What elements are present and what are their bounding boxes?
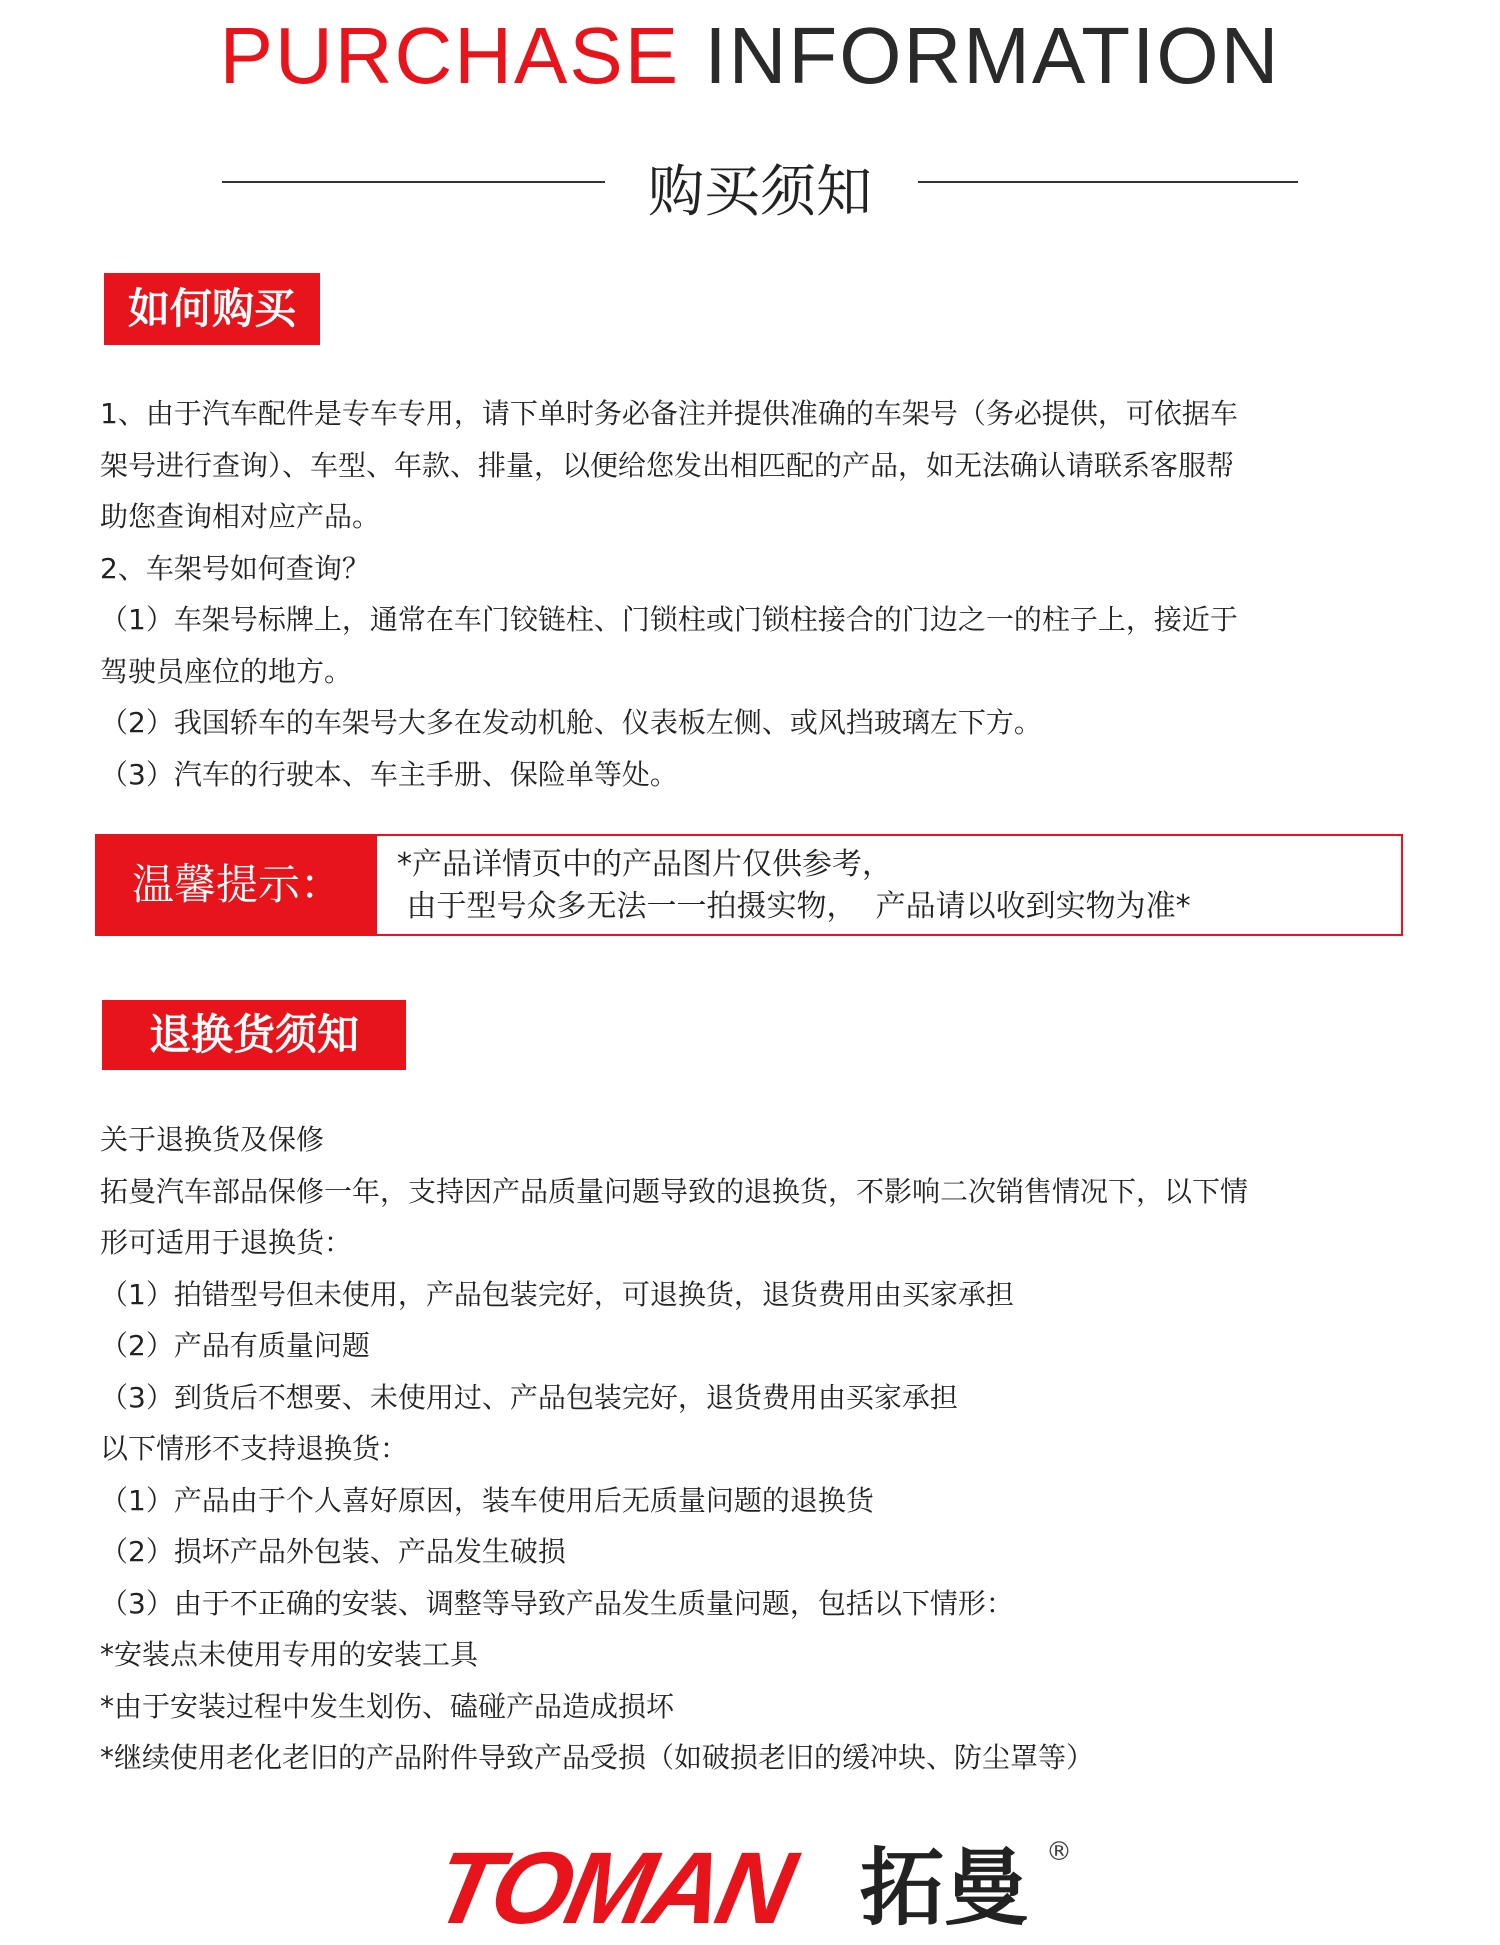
title-purchase: PURCHASE (219, 11, 681, 100)
text-line: （3）汽车的行驶本、车主手册、保险单等处。 (100, 757, 678, 791)
title-information: INFORMATION (704, 11, 1281, 100)
text-line: （3）到货后不想要、未使用过、产品包装完好，退货费用由买家承担 (100, 1380, 958, 1414)
text-line: （1）车架号标牌上，通常在车门铰链柱、门锁柱或门锁柱接合的门边之一的柱子上，接近于 (100, 603, 1238, 636)
text-line: （2）产品有质量问题 (100, 1329, 370, 1362)
text-line: 1、由于汽车配件是专车专用，请下单时务必备注并提供准确的车架号（务必提供，可依据车 (100, 397, 1238, 430)
tip-box (95, 834, 1403, 936)
divider-right (918, 181, 1298, 183)
text-line: *继续使用老化老旧的产品附件导致产品受损（如破损老旧的缓冲块、防尘罩等） (100, 1741, 1095, 1774)
text-line: （3）由于不正确的安装、调整等导致产品发生质量问题，包括以下情形： (100, 1586, 1014, 1620)
brand-logo (420, 1831, 1080, 1945)
page-title (0, 10, 1500, 102)
subtitle-row (0, 140, 1500, 225)
tip-text (397, 844, 1191, 928)
text-line: 助您查询相对应产品。 (100, 500, 381, 533)
divider-left (222, 181, 605, 183)
logo-latin-wordmark: TOMAN (424, 1831, 801, 1945)
text-line: *安装点未使用专用的安装工具 (100, 1638, 479, 1671)
text-line: 形可适用于退换货： (100, 1226, 353, 1259)
text-line: （2）损坏产品外包装、产品发生破损 (100, 1535, 566, 1568)
text-line: （1）拍错型号但未使用，产品包装完好，可退换货，退货费用由买家承担 (100, 1277, 1014, 1311)
tip-line: 由于型号众多无法一一拍摄实物， 产品请以收到实物为准* (397, 889, 1191, 924)
return-policy-text (100, 1114, 1410, 1784)
section-tag-return-policy: 退换货须知 (102, 1000, 406, 1070)
text-line: *由于安装过程中发生划伤、磕碰产品造成损坏 (100, 1689, 675, 1723)
how-to-buy-text (100, 388, 1410, 800)
text-line: 架号进行查询）、车型、年款、排量，以便给您发出相匹配的产品，如无法确认请联系客服帮 (100, 448, 1235, 482)
registered-mark: ® (1046, 1837, 1072, 1867)
text-line: （1）产品由于个人喜好原因，装车使用后无质量问题的退换货 (100, 1483, 874, 1517)
text-line: 拓曼汽车部品保修一年，支持因产品质量问题导致的退换货，不影响二次销售情况下，以下情 (100, 1174, 1249, 1208)
text-line: 驾驶员座位的地方。 (100, 654, 353, 688)
section-tag-how-to-buy: 如何购买 (104, 273, 320, 345)
text-line: 关于退换货及保修 (100, 1123, 325, 1156)
text-line: 2、车架号如何查询？ (100, 551, 370, 585)
page-subtitle: 购买须知 (648, 160, 872, 225)
text-line: 以下情形不支持退换货： (100, 1432, 409, 1465)
tip-label: 温馨提示： (97, 836, 377, 934)
text-line: （2）我国轿车的车架号大多在发动机舱、仪表板左侧、或风挡玻璃左下方。 (100, 706, 1042, 739)
tip-line: *产品详情页中的产品图片仅供参考， (397, 847, 892, 882)
logo-chinese-wordmark: 拓曼 (860, 1839, 1029, 1937)
